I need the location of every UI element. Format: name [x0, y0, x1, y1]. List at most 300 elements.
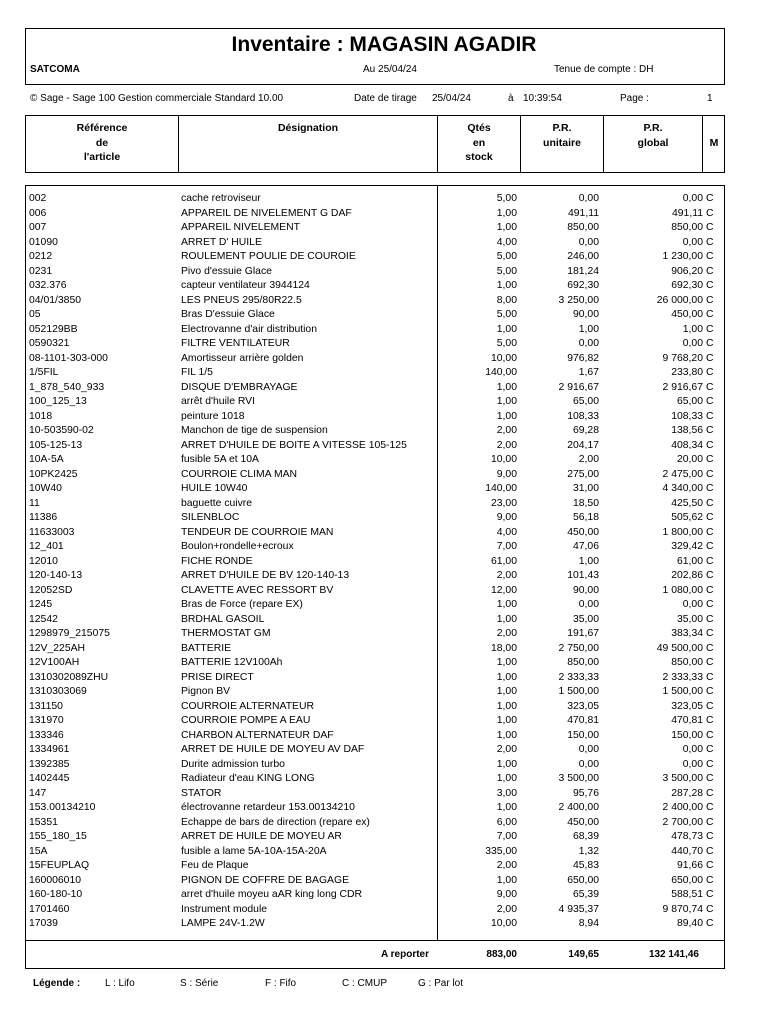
stock-quantity: 140,00: [485, 367, 517, 378]
article-reference: 105-125-13: [29, 439, 83, 451]
article-reference: 12_401: [29, 541, 64, 552]
article-reference: 17039: [29, 918, 58, 929]
unit-price: 3 250,00: [558, 294, 599, 306]
unit-price: 0,00: [578, 338, 599, 349]
stock-quantity: 9,00: [496, 468, 517, 480]
unit-price: 976,82: [567, 352, 599, 364]
article-reference: 12V_225AH: [29, 642, 86, 654]
at-label: à: [508, 93, 514, 104]
stock-quantity: 2,00: [496, 744, 517, 755]
stock-quantity: 7,00: [496, 541, 517, 552]
article-designation: peinture 1018: [181, 410, 245, 422]
stock-quantity: 5,00: [496, 193, 517, 204]
article-reference: 002: [29, 193, 47, 204]
article-designation: ARRET DE HUILE DE MOYEU AR: [181, 831, 342, 842]
stock-quantity: 1,00: [496, 758, 517, 770]
print-date-label: Date de tirage: [354, 93, 417, 104]
article-designation: arret d'huile moyeu aAR king long CDR: [181, 889, 363, 900]
global-price: 4 340,00: [662, 483, 703, 494]
stock-quantity: 1,00: [496, 729, 517, 741]
table-row: [0, 352, 768, 367]
unit-price: 323,05: [567, 700, 599, 712]
article-designation: APPAREIL NIVELEMENT: [181, 222, 300, 233]
unit-price: 191,67: [567, 628, 599, 639]
valuation-method: C: [706, 468, 714, 480]
article-designation: ARRET D'HUILE DE BV 120-140-13: [181, 570, 350, 581]
unit-price: 650,00: [567, 874, 599, 886]
valuation-method: C: [706, 280, 714, 291]
valuation-method: C: [706, 889, 714, 900]
unit-price: 2 916,67: [558, 381, 599, 393]
unit-price: 68,39: [572, 831, 599, 842]
article-reference: 05: [29, 309, 41, 320]
valuation-method: C: [706, 541, 714, 552]
valuation-method: C: [706, 642, 714, 654]
article-designation: LES PNEUS 295/80R22.5: [181, 294, 302, 306]
table-row: [0, 395, 768, 410]
valuation-method: C: [706, 758, 714, 770]
table-row: [0, 511, 768, 526]
article-reference: 155_180_15: [29, 831, 87, 842]
stock-quantity: 5,00: [496, 338, 517, 349]
article-designation: Instrument module: [181, 903, 268, 915]
valuation-method: C: [706, 686, 714, 697]
valuation-method: C: [706, 207, 714, 219]
stock-quantity: 1,00: [496, 671, 517, 683]
article-reference: 1334961: [29, 744, 70, 755]
global-price: 1 230,00: [662, 251, 703, 262]
table-row: [0, 482, 768, 497]
legend-par-lot: G : Par lot: [418, 978, 464, 989]
article-reference: 1701460: [29, 903, 70, 915]
article-reference: 1018: [29, 410, 53, 422]
stock-quantity: 12,00: [490, 584, 517, 596]
global-price: 1 800,00: [662, 526, 703, 538]
table-row: [0, 613, 768, 628]
article-designation: APPAREIL DE NIVELEMENT G DAF: [181, 207, 352, 219]
global-price: 1,00: [682, 323, 703, 335]
valuation-method: C: [706, 700, 714, 712]
article-designation: Pignon BV: [181, 686, 231, 697]
global-price: 2 700,00: [662, 816, 703, 828]
article-reference: 11: [29, 497, 40, 509]
table-row: [0, 627, 768, 642]
article-designation: COURROIE CLIMA MAN: [181, 468, 298, 480]
unit-price: 2 333,33: [558, 671, 599, 683]
valuation-method: C: [706, 874, 714, 886]
article-designation: Bras D'essuie Glace: [181, 309, 275, 320]
table-row: [0, 845, 768, 860]
article-reference: 12010: [29, 555, 58, 567]
unit-price: 45,83: [572, 860, 599, 871]
valuation-method: C: [706, 613, 714, 625]
unit-price: 150,00: [567, 729, 599, 741]
global-price: 3 500,00: [662, 773, 703, 784]
article-reference: 0212: [29, 251, 53, 262]
valuation-method: C: [706, 773, 714, 784]
article-reference: 10PK2425: [29, 468, 78, 480]
valuation-method: C: [706, 410, 714, 422]
valuation-method: C: [706, 628, 714, 639]
global-price: 329,42: [671, 541, 703, 552]
valuation-method: C: [706, 425, 714, 436]
stock-quantity: 1,00: [496, 802, 517, 813]
article-reference: 052129BB: [29, 323, 78, 335]
unit-price: 90,00: [572, 584, 599, 596]
article-reference: 0231: [29, 265, 53, 277]
stock-quantity: 1,00: [496, 381, 517, 393]
unit-price: 1,67: [578, 367, 599, 378]
article-reference: 147: [29, 787, 47, 799]
stock-quantity: 3,00: [496, 787, 517, 799]
global-price: 9 768,20: [662, 352, 703, 364]
table-row: [0, 366, 768, 381]
article-designation: Radiateur d'eau KING LONG: [181, 773, 315, 784]
unit-price: 31,00: [572, 483, 599, 494]
article-reference: 1/5FIL: [29, 367, 59, 378]
valuation-method: C: [706, 729, 714, 741]
unit-price: 101,43: [567, 570, 599, 581]
article-reference: 1245: [29, 599, 53, 610]
valuation-method: C: [706, 715, 714, 726]
valuation-method: C: [706, 671, 714, 683]
article-reference: 100_125_13: [29, 396, 87, 407]
unit-price: 0,00: [578, 236, 599, 248]
stock-quantity: 7,00: [496, 831, 517, 842]
table-row: [0, 903, 768, 918]
valuation-method: C: [706, 657, 714, 668]
article-reference: 1392385: [29, 758, 70, 770]
article-designation: HUILE 10W40: [181, 483, 248, 494]
article-reference: 04/01/3850: [29, 294, 82, 306]
unit-price: 1,00: [578, 555, 599, 567]
table-row: [0, 323, 768, 338]
article-reference: 1402445: [29, 773, 70, 784]
global-price: 491,11: [671, 207, 703, 219]
table-row: [0, 917, 768, 932]
global-price: 1 500,00: [662, 686, 703, 697]
article-reference: 12V100AH: [29, 657, 80, 668]
article-reference: 10W40: [29, 483, 62, 494]
stock-quantity: 5,00: [496, 309, 517, 320]
column-header-method: M: [709, 137, 719, 149]
software-version: © Sage - Sage 100 Gestion commerciale Standard 10.00: [30, 93, 284, 104]
article-reference: 160-180-10: [29, 889, 83, 900]
article-reference: 131150: [29, 700, 63, 712]
table-row: [0, 743, 768, 758]
column-header-designation: Désignation: [277, 122, 339, 134]
table-row: [0, 453, 768, 468]
global-price: 425,50: [671, 497, 703, 509]
total-unit-price: 149,65: [568, 949, 599, 960]
stock-quantity: 1,00: [496, 410, 517, 422]
table-row: [0, 816, 768, 831]
article-designation: arrêt d'huile RVI: [181, 396, 255, 407]
unit-price: 470,81: [567, 715, 599, 726]
article-designation: baguette cuivre: [181, 497, 253, 509]
valuation-method: C: [706, 903, 714, 915]
table-row: [0, 569, 768, 584]
print-time: 10:39:54: [523, 93, 562, 104]
valuation-method: C: [706, 323, 714, 335]
unit-price: 692,30: [567, 280, 599, 291]
valuation-method: C: [706, 251, 714, 262]
global-price: 0,00: [682, 338, 703, 349]
unit-price: 108,33: [567, 410, 599, 422]
unit-price: 850,00: [567, 657, 599, 668]
table-row: [0, 540, 768, 555]
global-price: 408,34: [671, 439, 703, 451]
article-designation: Boulon+rondelle+ecroux: [181, 541, 294, 552]
global-price: 323,05: [671, 700, 703, 712]
table-row: [0, 468, 768, 483]
table-row: [0, 207, 768, 222]
unit-price: 1,32: [578, 845, 599, 857]
article-reference: 153.00134210: [29, 802, 96, 813]
global-price: 108,33: [671, 410, 703, 422]
global-price: 91,66: [676, 860, 703, 871]
article-designation: capteur ventilateur 3944124: [181, 280, 310, 291]
unit-price: 35,00: [572, 613, 599, 625]
table-row: [0, 874, 768, 889]
stock-quantity: 1,00: [496, 280, 517, 291]
stock-quantity: 2,00: [496, 570, 517, 581]
valuation-method: C: [706, 265, 714, 277]
article-designation: CHARBON ALTERNATEUR DAF: [181, 729, 334, 741]
article-designation: ROULEMENT POULIE DE COUROIE: [181, 251, 356, 262]
global-price: 0,00: [682, 236, 703, 248]
table-row: [0, 294, 768, 309]
stock-quantity: 2,00: [496, 903, 517, 915]
table-row: [0, 772, 768, 787]
unit-price: 1,00: [578, 323, 599, 335]
stock-quantity: 1,00: [496, 613, 517, 625]
global-price: 20,00: [676, 454, 703, 465]
valuation-method: C: [706, 512, 714, 523]
valuation-method: C: [706, 338, 714, 349]
valuation-method: C: [706, 570, 714, 581]
stock-quantity: 1,00: [496, 323, 517, 335]
article-designation: LAMPE 24V-1.2W: [181, 918, 265, 929]
valuation-method: C: [706, 439, 714, 451]
unit-price: 95,76: [572, 787, 599, 799]
stock-quantity: 5,00: [496, 251, 517, 262]
unit-price: 69,28: [572, 425, 599, 436]
valuation-method: C: [706, 193, 714, 204]
article-designation: FICHE RONDE: [181, 555, 253, 567]
unit-price: 56,18: [572, 512, 599, 523]
table-row: [0, 642, 768, 657]
global-price: 470,81: [671, 715, 703, 726]
stock-quantity: 1,00: [496, 686, 517, 697]
global-price: 65,00: [676, 396, 703, 407]
unit-price: 450,00: [567, 816, 599, 828]
global-price: 287,28: [671, 787, 703, 799]
global-price: 440,70: [671, 845, 703, 857]
article-designation: fusible a lame 5A-10A-15A-20A: [181, 845, 327, 857]
article-designation: Amortisseur arrière golden: [181, 352, 304, 364]
global-price: 383,34: [671, 628, 703, 639]
valuation-method: C: [706, 454, 714, 465]
valuation-method: C: [706, 816, 714, 828]
unit-price: 4 935,37: [558, 903, 599, 915]
global-price: 478,73: [671, 831, 703, 842]
account-currency: Tenue de compte : DH: [554, 64, 654, 75]
article-reference: 12052SD: [29, 584, 73, 596]
table-row: [0, 801, 768, 816]
unit-price: 65,39: [572, 889, 599, 900]
inventory-date: Au 25/04/24: [363, 64, 417, 75]
article-designation: FILTRE VENTILATEUR: [181, 338, 290, 349]
article-designation: COURROIE ALTERNATEUR: [181, 700, 314, 712]
article-reference: 1310303069: [29, 686, 87, 697]
article-reference: 160006010: [29, 874, 82, 886]
article-designation: BATTERIE: [181, 642, 232, 654]
article-reference: 08-1101-303-000: [29, 352, 108, 364]
table-row: [0, 758, 768, 773]
stock-quantity: 10,00: [490, 352, 517, 364]
report-title: Inventaire : MAGASIN AGADIR: [231, 33, 537, 56]
article-designation: Feu de Plaque: [181, 860, 249, 871]
table-row: [0, 265, 768, 280]
global-price: 150,00: [671, 729, 703, 741]
article-designation: Pivo d'essuie Glace: [181, 265, 272, 277]
global-price: 850,00: [671, 222, 703, 233]
column-header-global-price: P.R. global: [637, 122, 669, 149]
table-row: [0, 337, 768, 352]
stock-quantity: 10,00: [490, 454, 517, 465]
table-row: [0, 497, 768, 512]
article-reference: 1_878_540_933: [29, 381, 105, 393]
global-price: 0,00: [682, 193, 703, 204]
unit-price: 0,00: [578, 744, 599, 755]
stock-quantity: 8,00: [496, 294, 517, 306]
article-designation: électrovanne retardeur 153.00134210: [181, 802, 355, 813]
article-designation: STATOR: [181, 787, 222, 799]
global-price: 588,51: [671, 889, 703, 900]
article-reference: 11633003: [29, 526, 75, 538]
global-price: 2 475,00: [662, 468, 703, 480]
valuation-method: C: [706, 526, 714, 538]
valuation-method: C: [706, 860, 714, 871]
article-designation: PRISE DIRECT: [181, 671, 254, 683]
article-reference: 1298979_215075: [29, 628, 110, 639]
article-reference: 133346: [29, 729, 64, 741]
unit-price: 65,00: [572, 396, 599, 407]
stock-quantity: 18,00: [490, 642, 517, 654]
article-designation: SILENBLOC: [181, 512, 240, 523]
legend-label: Légende :: [33, 978, 81, 989]
stock-quantity: 1,00: [496, 222, 517, 233]
article-reference: 0590321: [29, 338, 70, 349]
valuation-method: C: [706, 584, 714, 596]
global-price: 850,00: [671, 657, 703, 668]
article-reference: 15A: [29, 845, 48, 857]
stock-quantity: 1,00: [496, 599, 517, 610]
unit-price: 47,06: [572, 541, 599, 552]
table-row: [0, 381, 768, 396]
article-reference: 120-140-13: [29, 570, 83, 581]
article-designation: Electrovanne d'air distribution: [181, 323, 317, 335]
article-designation: THERMOSTAT GM: [181, 628, 271, 639]
global-price: 906,20: [671, 265, 703, 277]
stock-quantity: 1,00: [496, 396, 517, 407]
legend-fifo: F : Fifo: [265, 978, 297, 989]
global-price: 202,86: [671, 570, 703, 581]
table-row: [0, 250, 768, 265]
stock-quantity: 1,00: [496, 657, 517, 668]
stock-quantity: 23,00: [490, 497, 517, 509]
table-row: [0, 584, 768, 599]
table-row: [0, 729, 768, 744]
article-designation: Echappe de bars de direction (repare ex): [181, 816, 370, 828]
stock-quantity: 10,00: [490, 918, 517, 929]
global-price: 2 916,67: [662, 381, 703, 393]
table-row: [0, 555, 768, 570]
table-row: [0, 685, 768, 700]
article-reference: 032.376: [29, 280, 67, 291]
table-row: [0, 279, 768, 294]
article-designation: cache retroviseur: [181, 193, 261, 204]
table-row: [0, 192, 768, 207]
valuation-method: C: [706, 352, 714, 364]
legend-cmup: C : CMUP: [342, 978, 387, 989]
valuation-method: C: [706, 483, 714, 494]
table-row: [0, 221, 768, 236]
table-row: [0, 656, 768, 671]
article-designation: Bras de Force (repare EX): [181, 599, 303, 610]
article-designation: Manchon de tige de suspension: [181, 425, 328, 436]
stock-quantity: 335,00: [485, 845, 517, 857]
article-reference: 15351: [29, 816, 58, 828]
stock-quantity: 1,00: [496, 715, 517, 726]
unit-price: 8,94: [578, 918, 599, 929]
article-reference: 12542: [29, 613, 58, 625]
unit-price: 90,00: [572, 309, 599, 320]
table-row: [0, 236, 768, 251]
stock-quantity: 1,00: [496, 874, 517, 886]
table-row: [0, 888, 768, 903]
article-reference: 10-503590-02: [29, 425, 94, 436]
global-price: 450,00: [671, 309, 703, 320]
unit-price: 204,17: [567, 439, 599, 451]
legend-lifo: L : Lifo: [105, 978, 135, 989]
article-reference: 11386: [29, 512, 58, 523]
valuation-method: C: [706, 294, 714, 306]
stock-quantity: 6,00: [496, 816, 517, 828]
legend-serie: S : Série: [180, 978, 219, 989]
table-row: [0, 787, 768, 802]
global-price: 138,56: [671, 425, 703, 436]
article-designation: COURROIE POMPE A EAU: [181, 715, 311, 726]
unit-price: 0,00: [578, 758, 599, 770]
global-price: 0,00: [682, 758, 703, 770]
unit-price: 2,00: [578, 454, 599, 465]
global-price: 61,00: [676, 555, 703, 567]
unit-price: 181,24: [567, 265, 599, 277]
global-price: 233,80: [671, 367, 703, 378]
unit-price: 850,00: [567, 222, 599, 233]
stock-quantity: 2,00: [496, 628, 517, 639]
stock-quantity: 2,00: [496, 425, 517, 436]
article-reference: 007: [29, 222, 47, 233]
company-name: SATCOMA: [30, 64, 80, 75]
column-header-unit-price: P.R. unitaire: [543, 122, 581, 149]
unit-price: 450,00: [567, 526, 599, 538]
stock-quantity: 9,00: [496, 512, 517, 523]
unit-price: 2 400,00: [558, 802, 599, 813]
valuation-method: C: [706, 381, 714, 393]
